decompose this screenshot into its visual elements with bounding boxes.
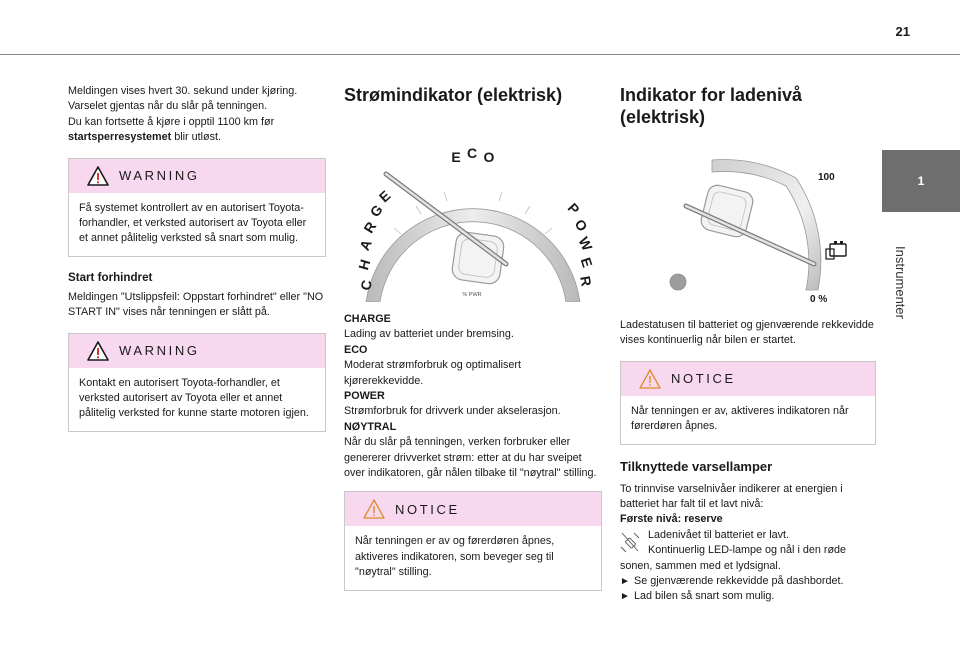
intro-paragraph: Meldingen vises hvert 30. sekund under kjøring. Varselet gjentas når du slår på tenningen. Du kan fortsette å kjøre i opptil 1100 km før startsperresystemet blir utløst. [68, 85, 298, 144]
gauge-label-power-r: R [577, 274, 595, 288]
term-power: POWER [344, 390, 385, 403]
bullet-item: ► Se gjenværende rekkevidde på dashbordet. [620, 574, 876, 589]
first-level-description: Ladenivået til batteriet er lavt. [620, 528, 876, 543]
warning-triangle-icon [87, 166, 109, 186]
term-neutral: NØYTRAL [344, 420, 397, 433]
chapter-tab[interactable]: 1 [882, 150, 960, 212]
warning-title: WARNING [119, 168, 200, 184]
bullet-arrow-icon: ► [620, 591, 630, 603]
desc-charge: Lading av batteriet under bremsing. [344, 328, 514, 341]
gauge-label-power-e: E [577, 255, 596, 270]
power-indicator-heading: Strømindikator (elektrisk) [344, 85, 563, 105]
column-right [620, 84, 876, 605]
gauge-label-charge-e: E [375, 187, 394, 206]
start-prevented-heading: Start forhindret [68, 270, 153, 284]
notice-text: Når tenningen er av, aktiveres indikatoren når førerdøren åpnes. [631, 404, 849, 433]
gauge-label-charge-a: A [356, 237, 375, 253]
gauge-label-charge-r: R [360, 218, 380, 236]
notice-triangle-icon [363, 499, 385, 519]
gauge-label-power-w: W [575, 234, 596, 254]
definitions-list [344, 312, 602, 481]
start-prevented-text: Meldingen "Utslippsfeil: Oppstart forhindret" eller "NO START IN" vises når tenningen er slått på. [68, 290, 324, 319]
warning-text: Kontakt en autorisert Toyota-forhandler, et verksted autorisert av Toyota eller et annet pålitelig verksted for kunne starte motoren igjen. [79, 376, 309, 420]
warning-title: WARNING [119, 343, 200, 359]
warning-lamps-intro: To trinnvise varselnivåer indikerer at energien i batteriet har falt til et lavt nivå: [620, 482, 843, 511]
gauge-label-charge-h: H [355, 257, 374, 272]
first-level-heading: Første nivå: reserve [620, 513, 723, 526]
bullet-item: ► Lad bilen så snart som mulig. [620, 589, 876, 604]
power-gauge-illustration [344, 116, 602, 302]
term-eco: ECO [344, 343, 368, 356]
gauge-label-power-o: O [571, 216, 591, 235]
column-middle [344, 84, 602, 591]
notice-box-power [344, 491, 602, 590]
battery-plug-icon [826, 241, 846, 259]
notice-text: Når tenningen er av og førerdøren åpnes, aktiveres indikatoren, som beveger seg til "nøytral" stilling. [355, 535, 555, 579]
gauge-label-charge-g: G [366, 201, 386, 221]
term-charge: CHARGE [344, 313, 391, 325]
column-left [68, 84, 326, 432]
notice-title: NOTICE [671, 371, 736, 387]
warning-box-2 [68, 333, 326, 432]
charge-level-intro: Ladestatusen til batteriet og gjenværende rekkevidde vises kontinuerlig når bilen er startet. [620, 319, 874, 347]
chapter-label: Instrumenter [892, 245, 908, 319]
desc-power: Strømforbruk for drivverk under akselerasjon. [344, 405, 561, 418]
gauge-label-eco-e: E [451, 149, 461, 165]
notice-triangle-icon [639, 369, 661, 389]
warning-led-icon [670, 274, 686, 290]
page-number: 21 [895, 24, 910, 39]
warning-lamps-heading: Tilknyttede varsellamper [620, 458, 773, 474]
gauge-unit-label: % PWR [462, 292, 482, 298]
first-level-line2: Kontinuerlig LED-lampe og nål i den røde sonen, sammen med et lydsignal. [620, 544, 847, 572]
notice-title: NOTICE [395, 501, 460, 517]
charge-level-gauge-illustration [620, 140, 876, 310]
notice-box-charge [620, 361, 876, 445]
gauge-bottom-label: 0 % [810, 294, 828, 305]
bullet-arrow-icon: ► [620, 576, 630, 588]
desc-eco: Moderat strømforbruk og optimalisert kjørerekkevidde. [344, 359, 522, 387]
low-battery-led-icon [618, 529, 642, 555]
warning-triangle-icon [87, 341, 109, 361]
gauge-top-label: 100 [818, 172, 835, 183]
gauge-label-power-p: P [564, 199, 583, 218]
header-rule [0, 54, 960, 55]
charge-level-heading: Indikator for ladenivå (elektrisk) [620, 85, 803, 127]
warning-box-1 [68, 158, 326, 257]
gauge-label-eco-c: C [466, 145, 478, 161]
gauge-label-charge-c: C [357, 278, 375, 292]
warning-text: Få systemet kontrollert av en autorisert Toyota-forhandler, et verksted autorisert av Toyota eller et annet pålitelig verksted så snart som mulig. [79, 201, 307, 245]
gauge-label-eco-o: O [483, 149, 495, 165]
desc-neutral: Når du slår på tenningen, verken forbruker eller genererer drivverket strøm: etter at du har sveipet over indikatoren, går nålen tilbake til "nøytral" stilling. [344, 436, 597, 480]
